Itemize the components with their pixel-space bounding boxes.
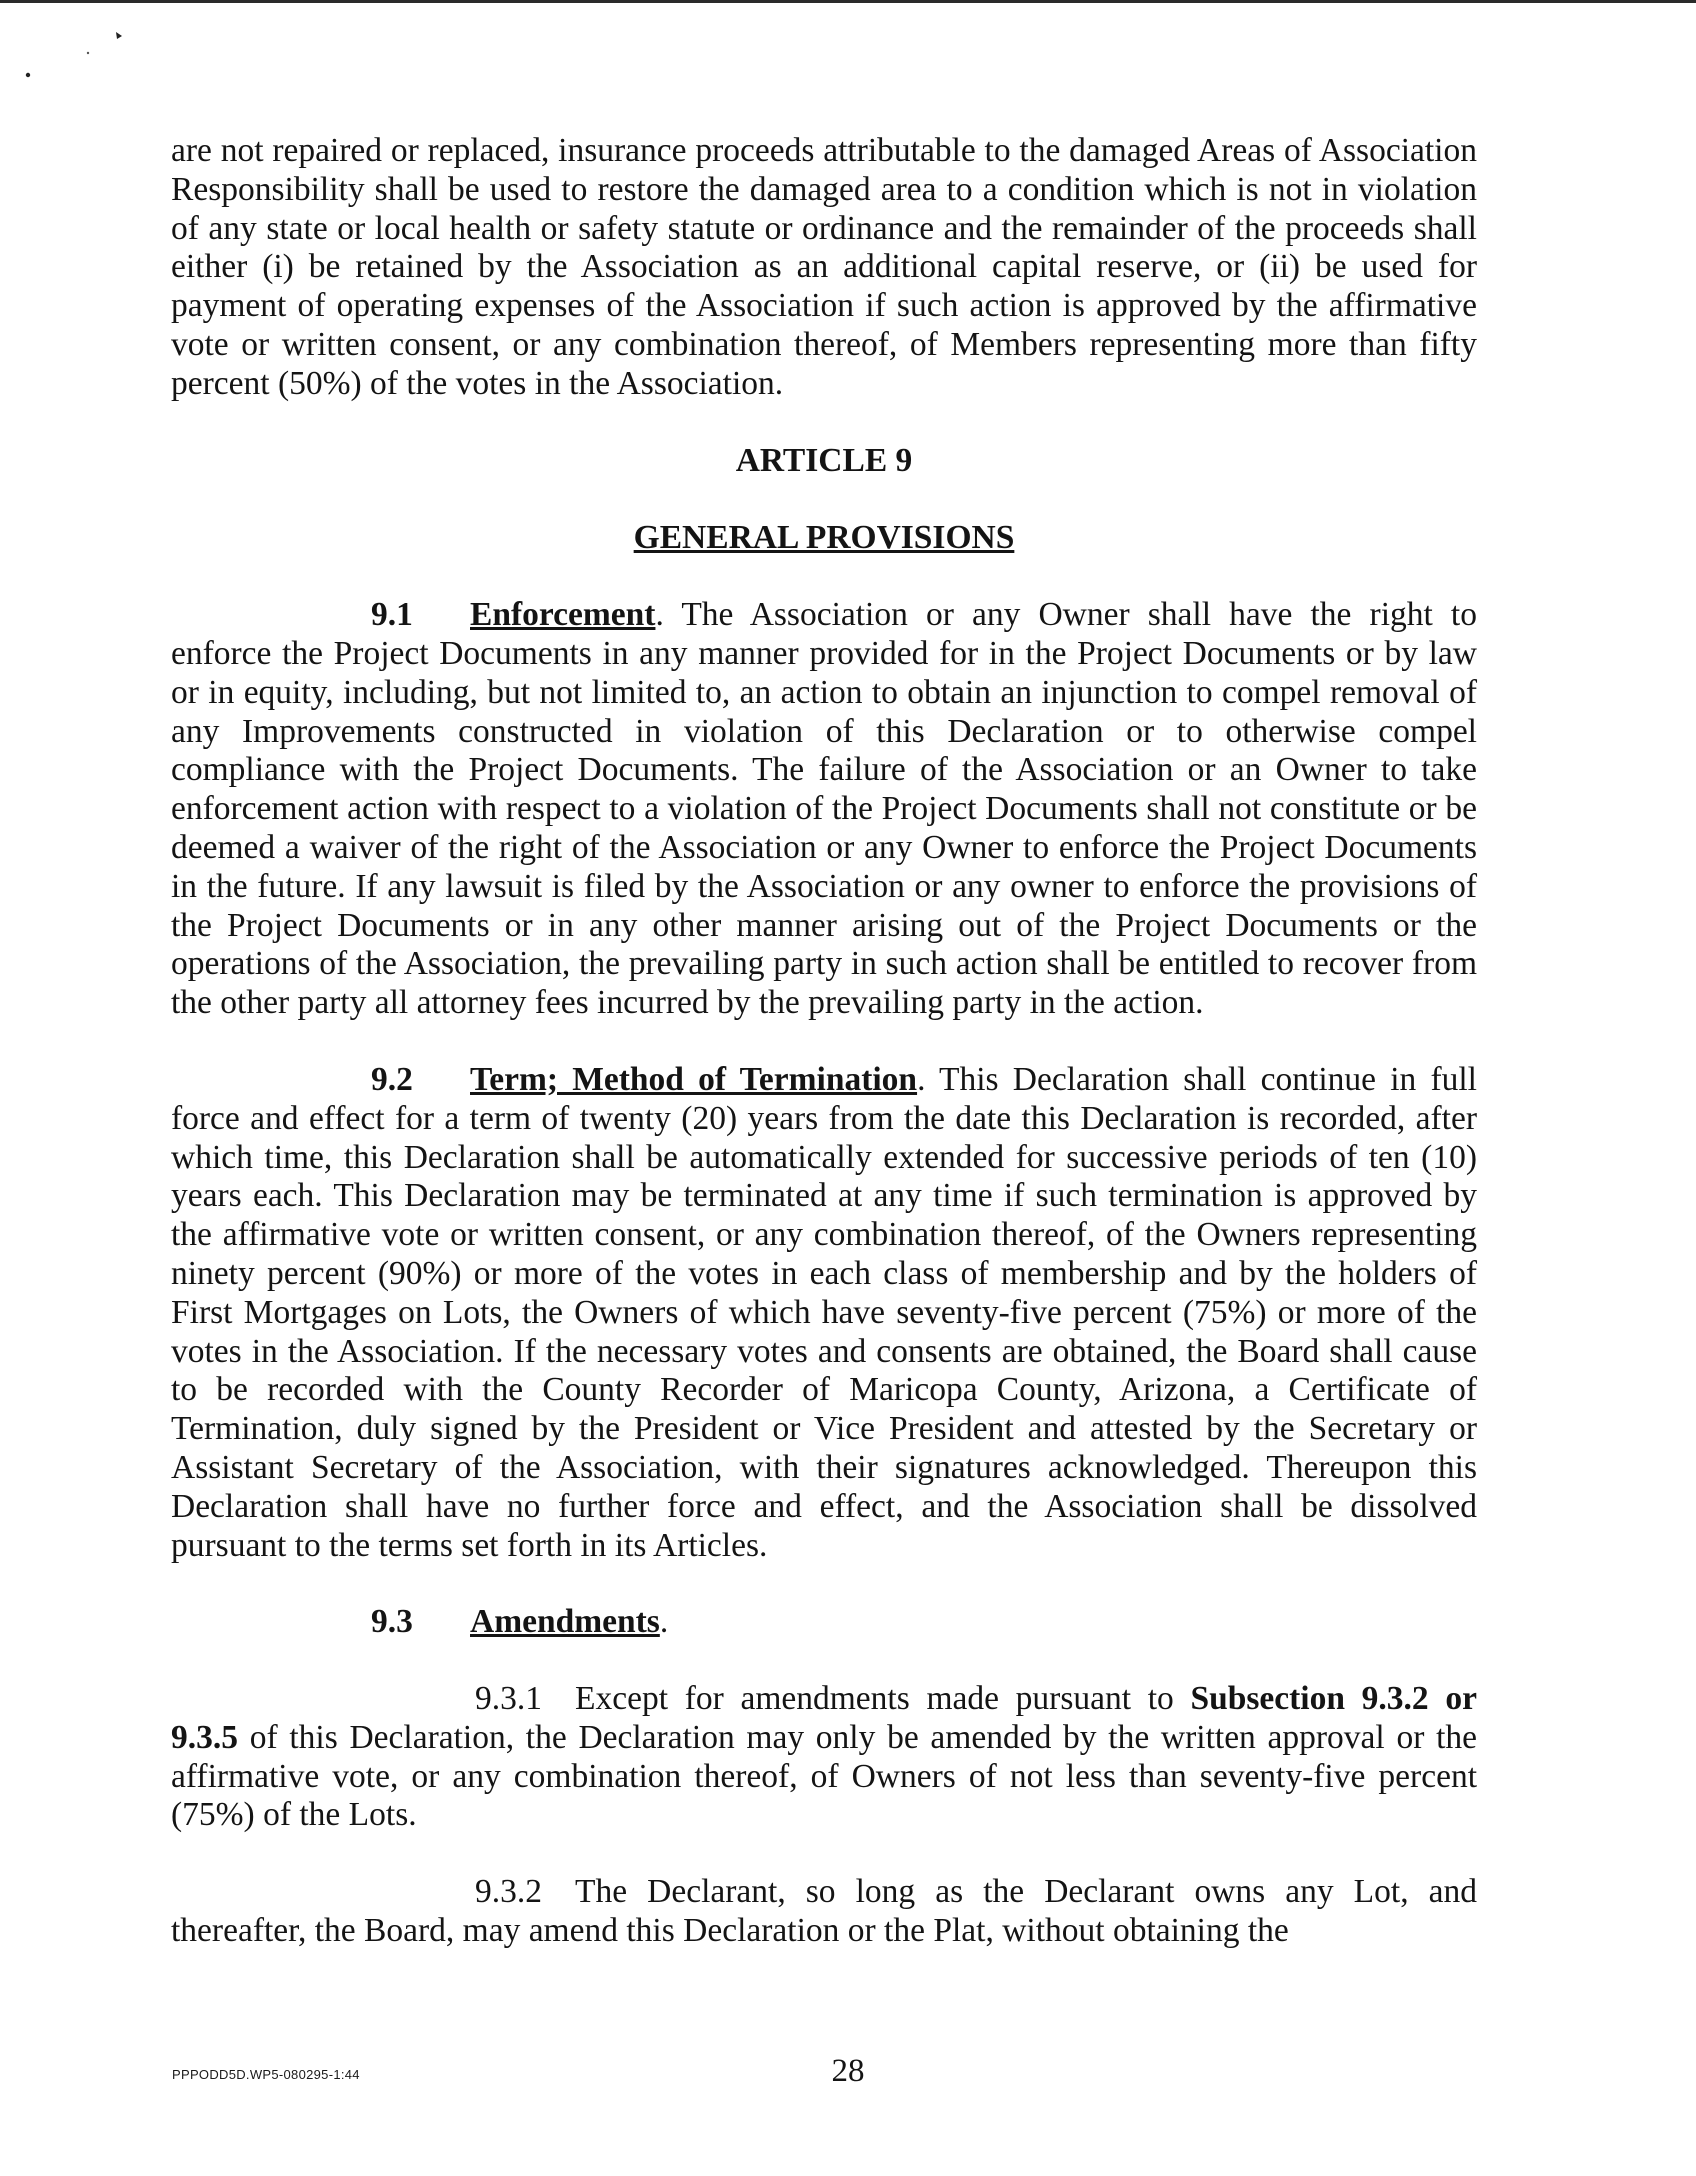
section-number: 9.1 [371, 596, 413, 634]
scan-specks [20, 20, 140, 90]
section-number: 9.3 [371, 1603, 413, 1641]
footer-file-code: PPPODD5D.WP5-080295-1:44 [172, 2067, 360, 2082]
section-number: 9.2 [371, 1060, 413, 1098]
subsection-text-before: Except for amendments made pursuant to [575, 1680, 1191, 1718]
section-trailing: . [659, 1603, 669, 1641]
subsection-number: 9.3.2 [475, 1873, 542, 1911]
section-body: . The Association or any Owner shall have the right to enforce the Project Documents in any manner provided for in the Project Documents or by law or in equity, including, but not limited to, an action to obtain an injunction to compel removal of any Improvements constructed in violation of this Declaration or to otherwise compel compliance with the Project Documents. The failure of the Association or an Owner to take enforcement action with respect to a violation of the Project Documents shall not constitute or be deemed a waiver of the right of the Association or any Owner to enforce the Project Documents in the future. If any lawsuit is filed by the Association or any owner to enforce the provisions of the Project Documents or in any other manner arising out of the Project Documents or the operations of the Association, the prevailing party in such action shall be entitled to recover from the other party all attorney fees incurred by the prevailing party in the action. [171, 596, 1477, 1022]
top-scan-edge [0, 0, 1696, 3]
section-title: Term; Method of Termination [470, 1060, 918, 1098]
section-9-2 [171, 1061, 1477, 1565]
subsection-9-3-1 [171, 1680, 1477, 1835]
subsection-ref-b: 9.3.5 [171, 1718, 238, 1756]
article-label: ARTICLE 9 [735, 441, 913, 479]
section-9-1 [171, 596, 1477, 1023]
section-9-3 [171, 1603, 1477, 1642]
continued-paragraph: are not repaired or replaced, insurance proceeds attributable to the damaged Areas of Association Responsibility shall be used to restore the damaged area to a condition which is not in violation of any state or local health or safety statute or ordinance and the remainder of the proceeds shall either (i) be retained by the Association as an additional capital reserve, or (ii) be used for payment of operating expenses of the Association if such action is approved by the affirmative vote or written consent, or any combination thereof, of Members representing more than fifty percent (50%) of the votes in the Association. [171, 132, 1477, 402]
subsection-text-after: of this Declaration, the Declaration may only be amended by the written approval or the affirmative vote, or any combination thereof, of Owners of not less than seventy-five percent (75%) of the Lots. [171, 1718, 1477, 1834]
section-title: Enforcement [470, 596, 656, 634]
article-title [171, 519, 1477, 558]
document-page [171, 132, 1477, 1989]
subsection-number: 9.3.1 [475, 1680, 542, 1718]
article-title-text: GENERAL PROVISIONS [633, 519, 1015, 557]
page-number: 28 [831, 2053, 865, 2089]
section-body: . This Declaration shall continue in full force and effect for a term of twenty (20) years from the date this Declaration is recorded, after which time, this Declaration shall be automatically extended for successive periods of ten (10) years each. This Declaration may be terminated at any time if such termination is approved by the affirmative vote or written consent, or any combination thereof, of the Owners representing ninety percent (90%) or more of the votes in each class of membership and by the holders of First Mortgages on Lots, the Owners of which have seventy-five percent (75%) or more of the votes in the Association. If the necessary votes and consents are obtained, the Board shall cause to be recorded with the County Recorder of Maricopa County, Arizona, a Certificate of Termination, duly signed by the President or Vice President and attested by the Secretary or Assistant Secretary of the Association, with their signatures acknowledged. Thereupon this Declaration shall have no further force and effect, and the Association shall be dissolved pursuant to the terms set forth in its Articles. [171, 1060, 1477, 1564]
subsection-text: The Declarant, so long as the Declarant owns any Lot, and thereafter, the Board, may amend this Declaration or the Plat, without obtaining the [171, 1873, 1477, 1950]
section-title: Amendments [470, 1603, 660, 1641]
subsection-9-3-2 [171, 1873, 1477, 1951]
subsection-ref-a: Subsection 9.3.2 or [1190, 1680, 1477, 1718]
